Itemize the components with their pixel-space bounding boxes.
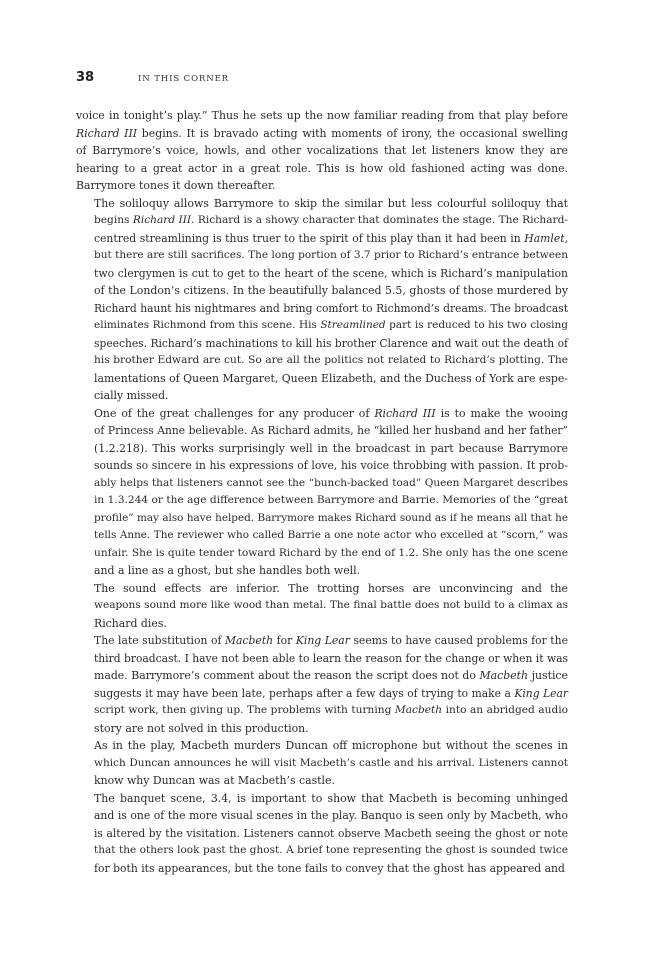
text-line [76,632,568,650]
text-line [76,702,568,720]
text-line [76,755,568,773]
paragraph [76,632,568,737]
text-run: for both its appearances, but the tone fails to convey that the ghost has appeared and [94,861,565,875]
text-run: for [273,634,296,647]
text-line [76,615,568,633]
paragraph [76,195,568,405]
text-line [76,545,568,563]
text-run: part is reduced to his two closing [385,319,568,331]
text-line [76,300,568,318]
page-number: 38 [76,70,95,85]
text-run: of Princess Anne believable. As Richard admits, he “killed her husband and her father” [94,424,568,437]
text-line [76,195,568,213]
text-run: that the others look past the ghost. A brief tone representing the ghost is sounded twice [94,844,568,856]
text-run: suggests it may have been late, perhaps after a few days of trying to make a [94,686,515,700]
text-run: centred streamlining is thus truer to the spirit of this play than it had been in [94,231,525,245]
text-run: begins. It is bravado acting with moments of irony, the occasional swelling [137,126,568,140]
text-run: justice [528,669,568,682]
text-run: third broadcast. I have not been able to learn the reason for the change or when it was [94,651,568,665]
text-line [76,720,568,738]
text-run: Barrymore tones it down thereafter. [76,179,276,192]
text-line [76,265,568,283]
text-line [76,335,568,353]
text-line [76,177,568,195]
text-run: speeches. Richard’s machinations to kill his brother Clarence and wait out the death of [94,336,568,350]
running-head [76,70,576,90]
text-line [76,475,568,493]
text-line [76,685,568,703]
text-run: , [564,231,568,245]
text-run: profile” may also have helped. Barrymore makes Richard sound as if he means all that he [94,511,568,524]
text-run: know why Duncan was at Macbeth’s castle. [94,774,335,787]
text-run: in 1.3.244 or the age difference between Barrymore and Barrie. Memories of the “great [94,494,568,506]
text-line [76,457,568,475]
text-line [76,282,568,300]
text-line [76,772,568,790]
italic-title: Macbeth [479,669,529,682]
text-run: cially missed. [94,389,169,402]
paragraph [76,405,568,580]
italic-title: Macbeth [224,634,274,647]
text-line [76,107,568,125]
body-text [76,107,568,877]
text-run: lamentations of Queen Margaret, Queen Elizabeth, and the Duchess of York are espe- [94,371,568,385]
text-line [76,352,568,370]
text-run: tells Anne. The reviewer who called Barrie a one note actor who excelled at “scorn,” was [94,529,568,541]
text-run: sounds so sincere in his expressions of love, his voice throbbing with passion. It prob- [94,459,568,472]
text-run: (1.2.218). This works surprisingly well in the broadcast in part because Barrymore [94,441,568,455]
text-line [76,562,568,580]
italic-title: Streamlined [320,319,386,331]
text-line [76,317,568,335]
text-run: The sound effects are inferior. The trotting horses are unconvincing and the [94,581,568,595]
text-line [76,807,568,825]
text-run: into an abridged audio [442,704,568,716]
text-run: The soliloquy allows Barrymore to skip the similar but less colourful soliloquy that [94,196,568,210]
text-run: eliminates Richmond from this scene. His [94,319,321,331]
text-line [76,160,568,178]
text-run: Richard haunt his nightmares and bring comfort to Richmond’s dreams. The broadcast [94,301,568,315]
text-line [76,667,568,685]
text-run: story are not solved in this production. [94,721,309,735]
text-run: made. Barrymore’s comment about the reason the script does not do [94,669,480,682]
text-line [76,650,568,668]
text-line [76,842,568,860]
text-run: which Duncan announces he will visit Macbeth’s castle and his arrival. Listeners cannot [94,756,568,769]
text-run: begins [94,214,133,226]
text-run: of Barrymore’s voice, howls, and other vocalizations that let listeners know they are [76,144,568,157]
italic-title: King Lear [295,634,350,647]
text-run: of the London’s citizens. In the beautifully balanced 5.5, ghosts of those murdered by [94,284,568,297]
text-line [76,212,568,230]
text-run: is to make the wooing [435,406,568,420]
text-run: The banquet scene, 3.4, is important to show that Macbeth is becoming unhinged [94,791,568,805]
text-line [76,247,568,265]
paragraph [76,107,568,195]
text-run: . Richard is a showy character that dominates the stage. The Richard- [191,214,568,226]
text-run: weapons sound more like wood than metal. The final battle does not build to a climax as [94,599,568,611]
paragraph [76,790,568,878]
text-run: his brother Edward are cut. So are all the politics not related to Richard’s plotting. The [94,354,568,366]
text-line [76,790,568,808]
text-line [76,422,568,440]
text-run: and a line as a ghost, but she handles both well. [94,564,361,577]
text-line [76,825,568,843]
text-run: Richard dies. [94,616,167,630]
text-run: two clergymen is cut to get to the heart of the scene, which is Richard’s manipulation [94,266,568,280]
text-line [76,492,568,510]
text-run: voice in tonight’s play.” Thus he sets up the now familiar reading from that play before [76,109,568,122]
italic-title: King Lear [514,686,568,700]
text-line [76,510,568,528]
text-line [76,597,568,615]
text-run: seems to have caused problems for the [349,634,568,647]
italic-title: Richard III [76,126,138,140]
text-line [76,737,568,755]
text-line [76,440,568,458]
text-run: One of the great challenges for any producer of [94,406,375,420]
italic-title: Richard III [132,214,192,226]
text-line [76,370,568,388]
italic-title: Richard III [374,406,436,420]
text-run: script work, then giving up. The problems with turning [94,704,395,716]
text-run: As in the play, Macbeth murders Duncan off microphone but without the scenes in [94,739,568,752]
text-run: ably helps that listeners cannot see the “bunch-backed toad” Queen Margaret describes [94,476,568,489]
text-line [76,580,568,598]
paragraph [76,737,568,790]
text-run: but there are still sacrifices. The long portion of 3.7 prior to Richard’s entrance between [94,249,568,261]
running-title: IN THIS CORNER [138,74,229,84]
text-line [76,125,568,143]
text-run: is altered by the visitation. Listeners cannot observe Macbeth seeing the ghost or note [94,826,568,840]
text-line [76,405,568,423]
text-line [76,142,568,160]
text-run: unfair. She is quite tender toward Richard by the end of 1.2. She only has the one scene [94,546,568,559]
text-run: and is one of the more visual scenes in the play. Banquo is seen only by Macbeth, who [94,809,568,822]
italic-title: Macbeth [394,704,443,716]
paragraph [76,580,568,633]
italic-title: Hamlet [524,231,565,245]
text-line [76,860,568,878]
text-run: The late substitution of [94,634,225,647]
text-line [76,387,568,405]
text-line [76,527,568,545]
text-run: hearing to a great actor in a great role. This is how old fashioned acting was done. [76,161,568,175]
text-line [76,230,568,248]
